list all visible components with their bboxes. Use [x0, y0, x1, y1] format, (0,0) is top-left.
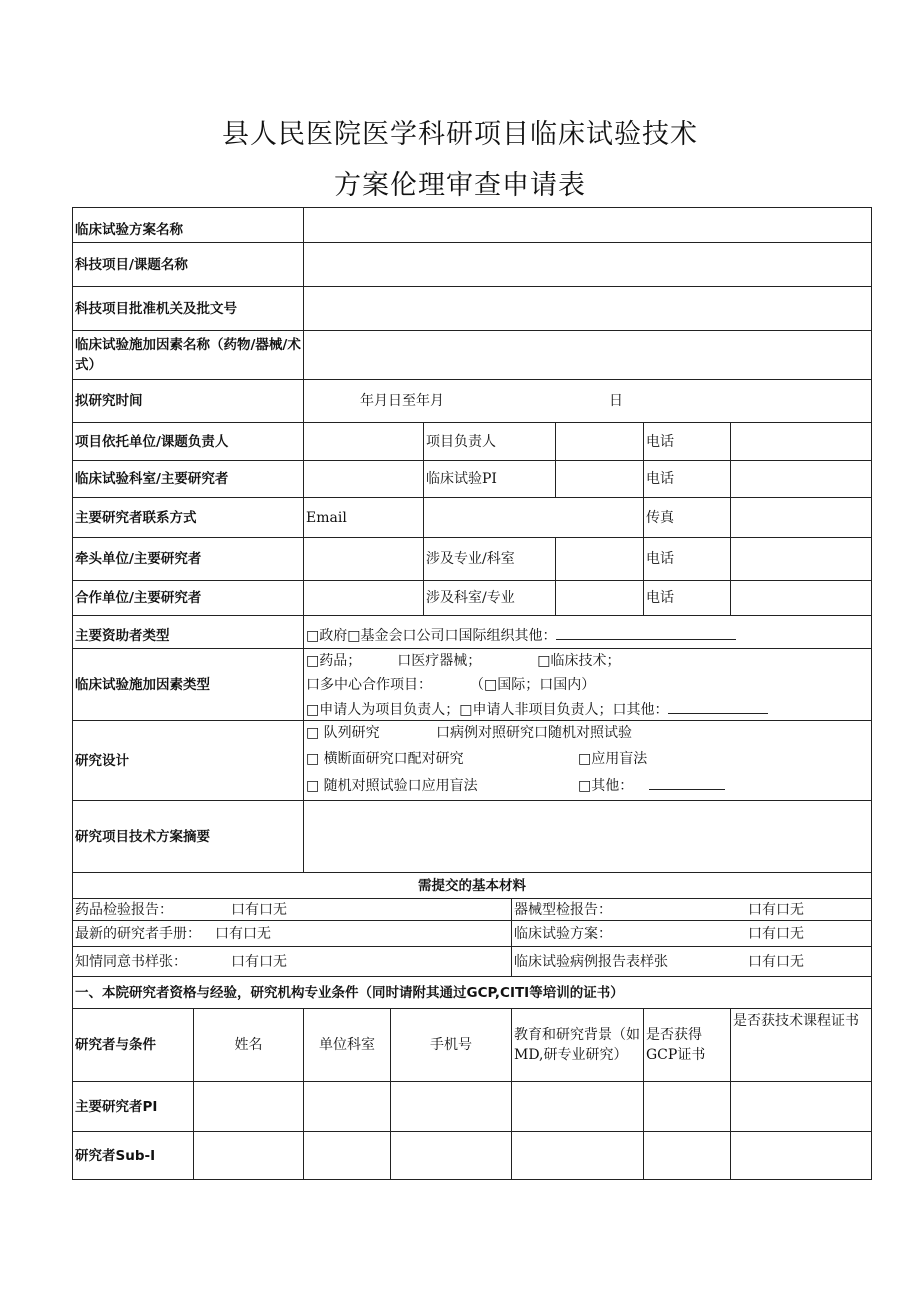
pi-gcp-cell[interactable]: [644, 1082, 731, 1132]
pi-background-cell[interactable]: [512, 1082, 644, 1132]
phone-label-3: 电话: [644, 538, 731, 581]
material-item[interactable]: [512, 921, 872, 947]
phone-label: 电话: [644, 423, 731, 461]
intervention-type-label: 临床试验施加因素类型: [73, 649, 304, 721]
role-subi: 研究者Sub-I: [73, 1132, 194, 1180]
period-value-a: 年月日至年月: [360, 393, 444, 409]
email-label: Email: [304, 498, 424, 538]
material-label: 器械型检报告：: [514, 901, 612, 918]
approval-field[interactable]: [304, 287, 872, 331]
design-rct-blind[interactable]: □ 随机对照试验口应用盲法: [306, 778, 478, 794]
material-checkbox[interactable]: 口有口无: [231, 901, 287, 918]
phone-field-4[interactable]: [731, 581, 872, 616]
material-label: 药品检验报告：: [75, 901, 173, 918]
sponsor-options[interactable]: [304, 616, 872, 649]
it-multicenter-option[interactable]: 口多中心合作项目：: [306, 677, 432, 693]
subi-gcp-cell[interactable]: [644, 1132, 731, 1180]
materials-header: 需提交的基本材料: [73, 873, 872, 899]
subi-dept-cell[interactable]: [304, 1132, 391, 1180]
col-name: 姓名: [194, 1009, 304, 1082]
sponsor-label: 主要资助者类型: [73, 616, 304, 649]
host-unit-label: 项目依托单位/课题负责人: [73, 423, 304, 461]
approval-label: 科技项目批准机关及批文号: [73, 287, 304, 331]
material-item[interactable]: [512, 947, 872, 977]
it-applicant-options[interactable]: □申请人为项目负责人；□申请人非项目负责人；口其他：: [306, 702, 669, 718]
design-cross-section[interactable]: □ 横断面研究口配对研究: [306, 751, 464, 767]
pi-dept-cell[interactable]: [304, 1082, 391, 1132]
sponsor-other-line[interactable]: [556, 625, 736, 640]
role-pi: 主要研究者PI: [73, 1082, 194, 1132]
pi-phone-cell[interactable]: [391, 1082, 512, 1132]
col-background: 教育和研究背景（如MD,研专业研究）: [512, 1009, 644, 1082]
sponsor-options-text: □政府□基金会口公司口国际组织其他：: [306, 628, 557, 644]
material-label: 临床试验病例报告表样张: [514, 953, 668, 970]
dept-label: 临床试验科室/主要研究者: [73, 461, 304, 498]
subi-name-cell[interactable]: [194, 1132, 304, 1180]
period-field[interactable]: [304, 380, 872, 423]
it-technique-option[interactable]: □临床技术；: [537, 653, 621, 669]
col-gcp: 是否获得GCP证书: [644, 1009, 731, 1082]
project-name-field[interactable]: [304, 243, 872, 287]
lead-unit-label: 牵头单位/主要研究者: [73, 538, 304, 581]
material-item[interactable]: [512, 899, 872, 921]
protocol-name-field[interactable]: [304, 208, 872, 243]
subi-course-cell[interactable]: [731, 1132, 872, 1180]
phone-field-2[interactable]: [731, 461, 872, 498]
fax-label: 传真: [644, 498, 731, 538]
col-role: 研究者与条件: [73, 1009, 194, 1082]
dept-specialty-field[interactable]: [556, 581, 644, 616]
it-scope-options[interactable]: （□国际；口国内）: [470, 677, 596, 693]
material-checkbox[interactable]: 口有口无: [748, 901, 804, 918]
col-dept: 单位科室: [304, 1009, 391, 1082]
design-other[interactable]: □其他：: [578, 778, 634, 794]
trial-pi-label: 临床试验PI: [424, 461, 556, 498]
intervention-type-options[interactable]: [304, 649, 872, 721]
dept-field[interactable]: [304, 461, 424, 498]
project-leader-label: 项目负责人: [424, 423, 556, 461]
abstract-field[interactable]: [304, 801, 872, 873]
coop-unit-field[interactable]: [304, 581, 424, 616]
col-phone: 手机号: [391, 1009, 512, 1082]
it-device-option[interactable]: 口医疗器械；: [397, 653, 482, 669]
trial-pi-field[interactable]: [556, 461, 644, 498]
design-options[interactable]: [304, 721, 872, 801]
col-course: 是否获技术课程证书: [731, 1009, 872, 1082]
intervention-name-label: 临床试验施加因素名称（药物/器械/术式）: [73, 331, 304, 380]
abstract-label: 研究项目技术方案摘要: [73, 801, 304, 873]
coop-unit-label: 合作单位/主要研究者: [73, 581, 304, 616]
phone-label-4: 电话: [644, 581, 731, 616]
lead-unit-field[interactable]: [304, 538, 424, 581]
material-label: 知情同意书样张：: [75, 953, 187, 970]
email-field[interactable]: [424, 498, 644, 538]
design-label: 研究设计: [73, 721, 304, 801]
design-blind[interactable]: □应用盲法: [578, 751, 648, 767]
material-label: 临床试验方案：: [514, 925, 612, 942]
design-other-line[interactable]: [649, 775, 725, 790]
fax-field[interactable]: [731, 498, 872, 538]
subi-phone-cell[interactable]: [391, 1132, 512, 1180]
material-item[interactable]: [73, 899, 512, 921]
material-checkbox[interactable]: 口有口无: [748, 925, 804, 942]
it-other-line[interactable]: [668, 699, 768, 714]
material-item[interactable]: [73, 947, 512, 977]
intervention-name-field[interactable]: [304, 331, 872, 380]
material-label: 最新的研究者手册：: [75, 925, 201, 942]
design-cohort[interactable]: □ 队列研究: [306, 725, 380, 741]
period-label: 拟研究时间: [73, 380, 304, 423]
pi-course-cell[interactable]: [731, 1082, 872, 1132]
specialty-label: 涉及专业/科室: [424, 538, 556, 581]
form-title-line2: 方案伦理审查申请表: [334, 170, 586, 201]
ethics-application-table: [72, 207, 872, 1180]
material-checkbox[interactable]: 口有口无: [215, 925, 271, 942]
period-value-b: 日: [609, 393, 623, 409]
phone-field-3[interactable]: [731, 538, 872, 581]
qualification-header: 一、本院研究者资格与经验，研究机构专业条件（同时请附其通过GCP,CITI等培训的证书）: [73, 977, 872, 1009]
material-checkbox[interactable]: 口有口无: [748, 953, 804, 970]
design-case-rct[interactable]: 口病例对照研究口随机对照试验: [436, 725, 632, 741]
protocol-name-label: 临床试验方案名称: [73, 208, 304, 243]
host-unit-field[interactable]: [304, 423, 424, 461]
material-checkbox[interactable]: 口有口无: [231, 953, 287, 970]
subi-background-cell[interactable]: [512, 1132, 644, 1180]
pi-name-cell[interactable]: [194, 1082, 304, 1132]
material-item[interactable]: [73, 921, 512, 947]
phone-label-2: 电话: [644, 461, 731, 498]
form-title-line1: 县人民医院医学科研项目临床试验技术: [222, 119, 698, 150]
phone-field[interactable]: [731, 423, 872, 461]
project-leader-field[interactable]: [556, 423, 644, 461]
specialty-field[interactable]: [556, 538, 644, 581]
dept-specialty-label: 涉及科室/专业: [424, 581, 556, 616]
it-drug-option[interactable]: □药品；: [306, 653, 362, 669]
project-name-label: 科技项目/课题名称: [73, 243, 304, 287]
contact-label: 主要研究者联系方式: [73, 498, 304, 538]
